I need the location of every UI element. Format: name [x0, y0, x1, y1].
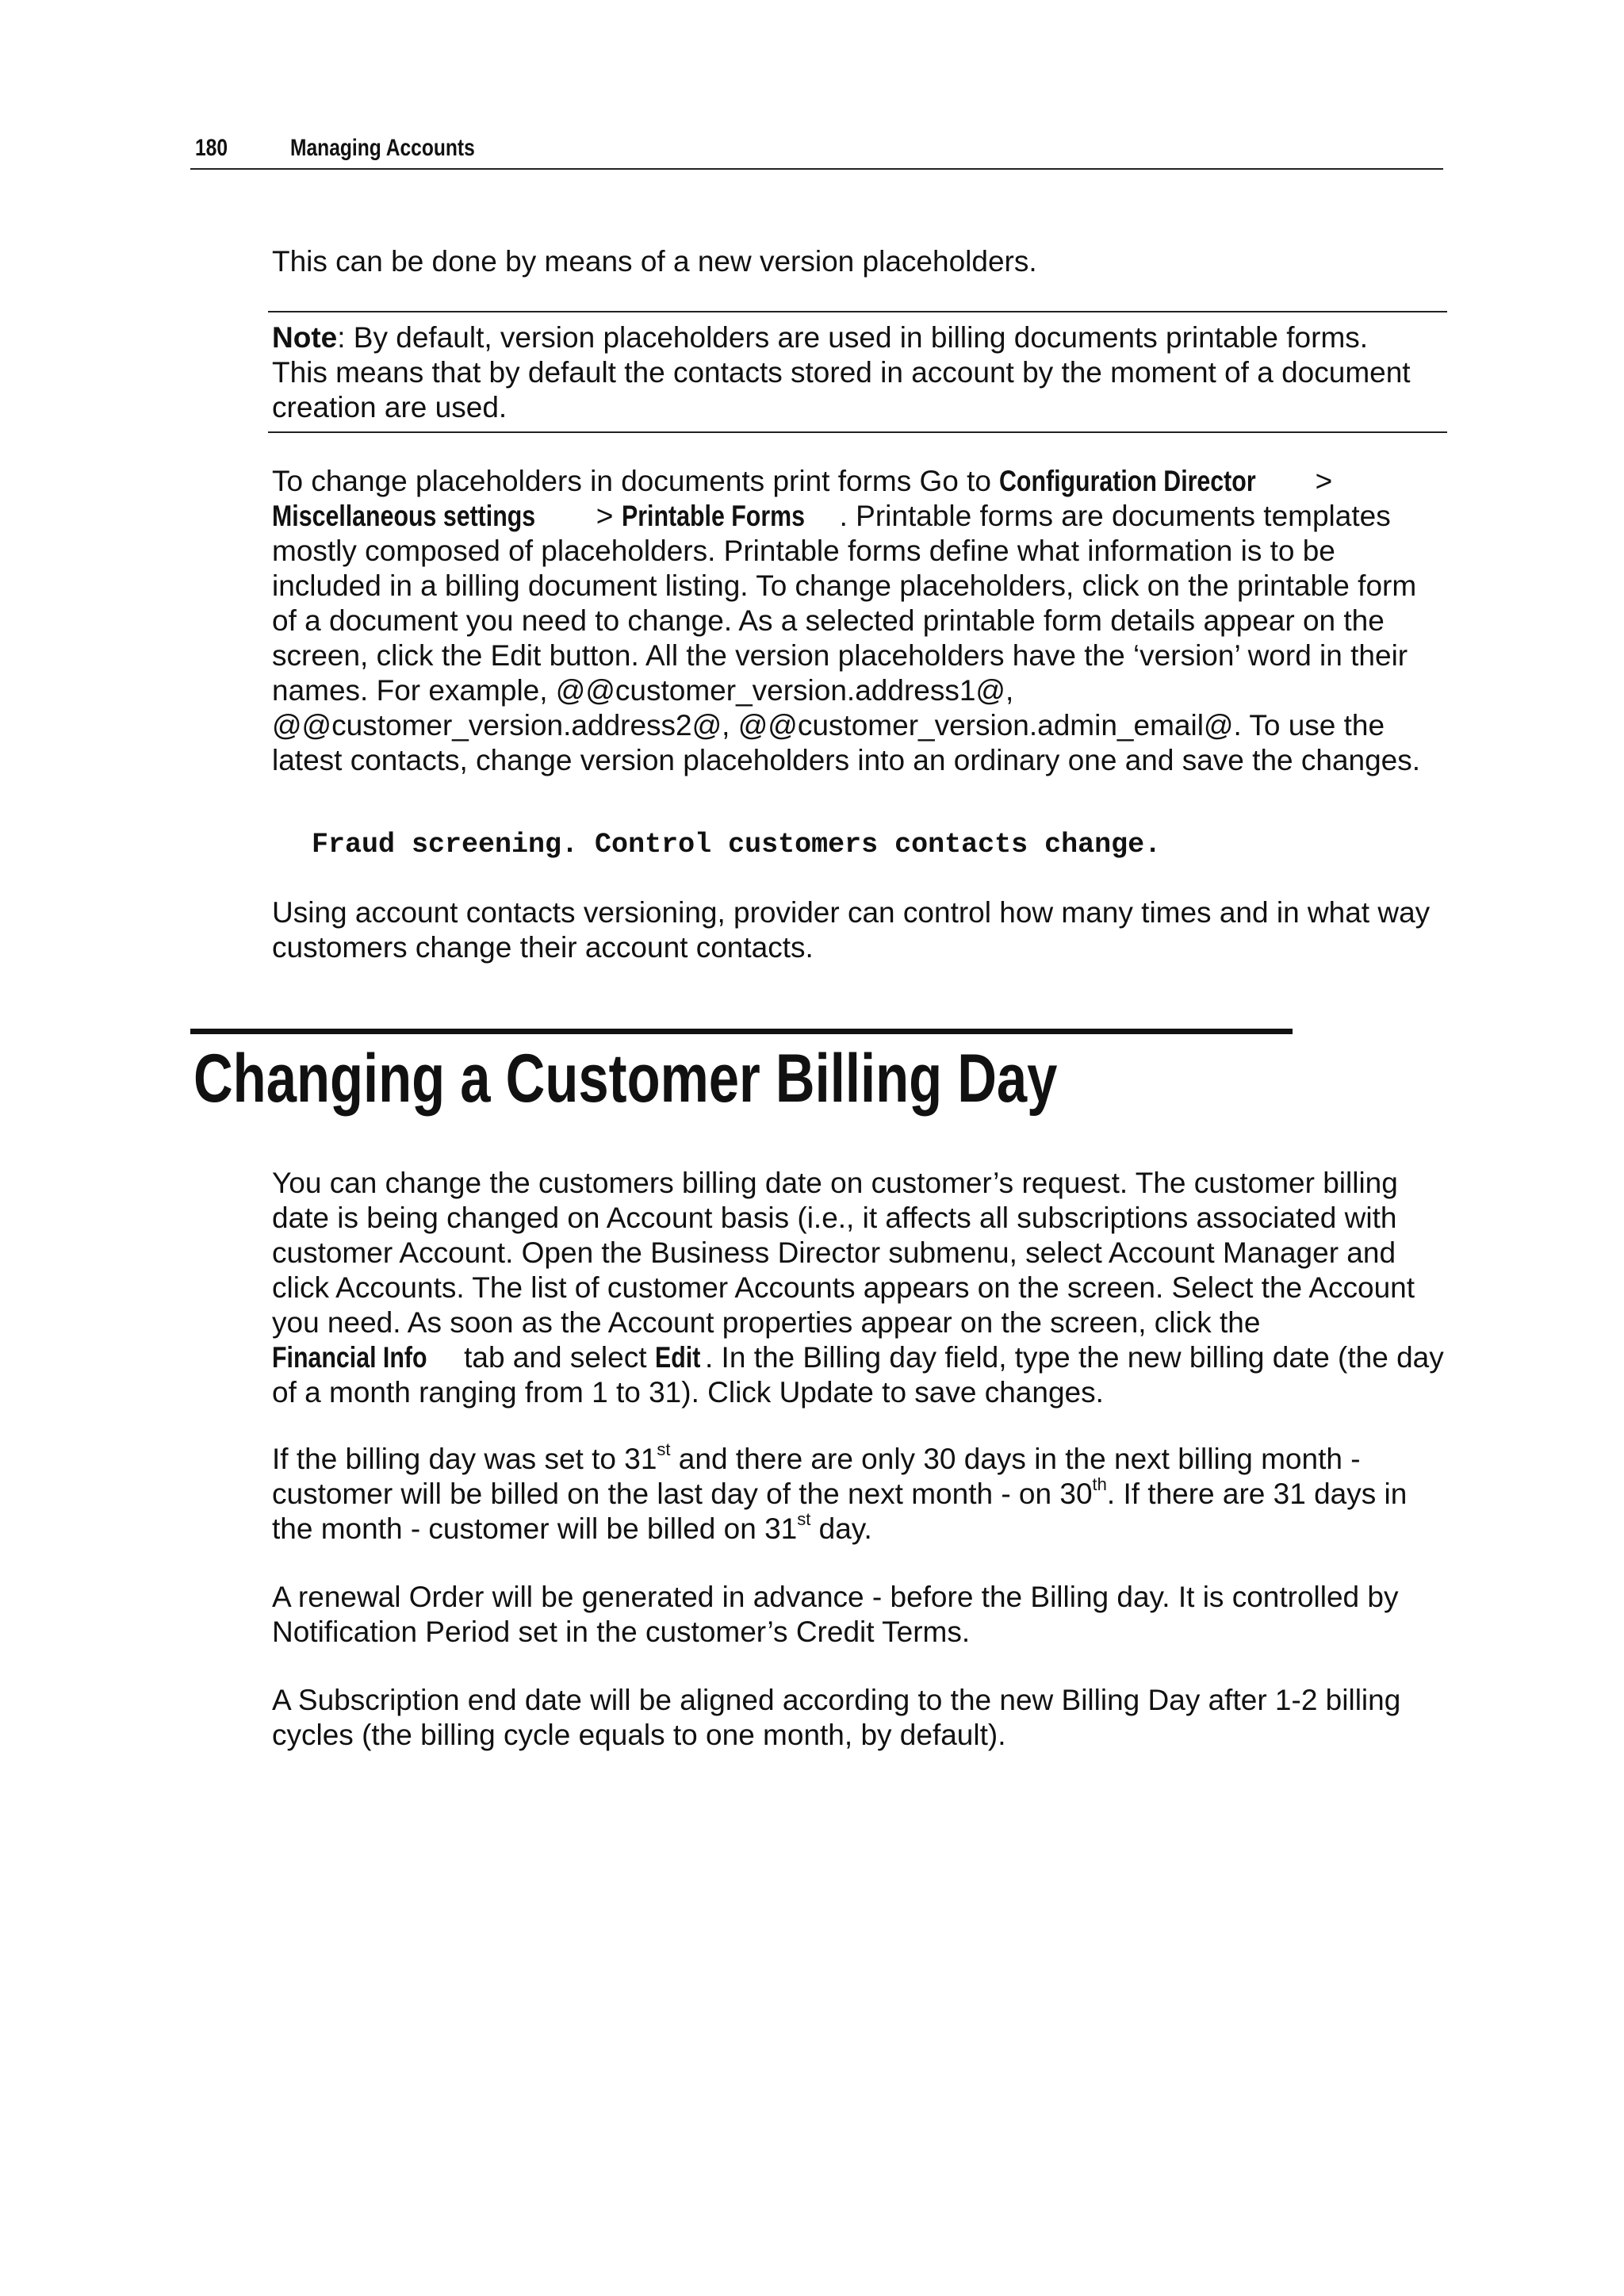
menu-path-miscellaneous-settings: Miscellaneous settings	[272, 500, 536, 532]
fraud-paragraph: Using account contacts versioning, provider can control how many times and in what way customers change their account contacts.	[272, 896, 1431, 964]
text-run: . Printable forms are documents templates mostly composed of placeholders. Printable forms define what information is to be included in a billing document listing. To change placeholders, click on the printable form of a document you need to change. As a selected printable form details appear on the screen, click the Edit button. All the version placeholders have the ‘version’ word in their names. For example, @@customer_version.address1@, @@customer_version.address2@, @@customer_version.admin_email@. To use the latest contacts, change version placeholders into an ordinary one and save the changes.	[272, 500, 1421, 776]
text-run: If the billing day was set to 31	[272, 1443, 657, 1475]
ordinal-suffix: st	[657, 1439, 671, 1459]
text-run: day.	[810, 1512, 872, 1545]
section-heading: Changing a Customer Billing Day	[193, 1041, 1058, 1117]
billing-paragraph-3: A renewal Order will be generated in advance - before the Billing day. It is controlled by Notification Period set in the customer’s Credit Terms.	[272, 1581, 1399, 1648]
billing-paragraph-4: A Subscription end date will be aligned according to the new Billing Day after 1-2 billing cycles (the billing cycle equals to one month, by default).	[272, 1684, 1401, 1751]
page-number: 180	[195, 135, 228, 161]
text-run: and there are only 30 days in the next billing month - customer will be billed on the last day of the next month - on 30	[272, 1443, 1361, 1510]
section-rule	[190, 1029, 1293, 1034]
intro-paragraph: This can be done by means of a new version placeholders.	[272, 245, 1037, 278]
ordinal-suffix: th	[1092, 1474, 1107, 1494]
text-run: tab and select	[455, 1341, 655, 1374]
billing-paragraph-1	[272, 1166, 1446, 1410]
note-label: Note	[272, 321, 338, 354]
running-header	[190, 133, 1443, 170]
edit-ref: Edit	[654, 1341, 701, 1374]
code-subheading: Fraud screening. Control customers contacts change.	[312, 829, 1162, 861]
ordinal-suffix: st	[797, 1508, 811, 1529]
chapter-title: Managing Accounts	[290, 135, 475, 161]
note-box	[268, 311, 1447, 433]
path-separator: >	[1307, 465, 1333, 497]
text-run: To change placeholders in documents print forms Go to	[272, 465, 1000, 497]
note-paragraph	[272, 320, 1430, 425]
billing-paragraph-2	[272, 1439, 1446, 1547]
path-separator: >	[588, 500, 622, 532]
menu-path-printable-forms: Printable Forms	[621, 500, 805, 532]
text-run: . If there are 31 days in the month - customer will be billed on 31	[272, 1478, 1408, 1545]
text-run: You can change the customers billing date on customer’s request. The customer billing date is being changed on Account basis (i.e., it affects all subscriptions associated with customer Account. Open the Business Director submenu, select Account Manager and click Accounts. The list of customer Accounts appears on the screen. Select the Account you need. As soon as the Account properties appear on the screen, click the	[272, 1167, 1415, 1339]
note-text: : By default, version placeholders are used in billing documents printable forms. This means that by default the contacts stored in account by the moment of a document creation are used.	[272, 321, 1411, 424]
text-run: . In the Billing day field, type the new billing date (the day of a month ranging from 1 to 31). Click Update to save changes.	[272, 1341, 1444, 1409]
placeholders-paragraph	[272, 464, 1446, 778]
menu-path-configuration-director: Configuration Director	[999, 465, 1256, 497]
financial-info-tab-ref: Financial Info	[272, 1341, 427, 1374]
